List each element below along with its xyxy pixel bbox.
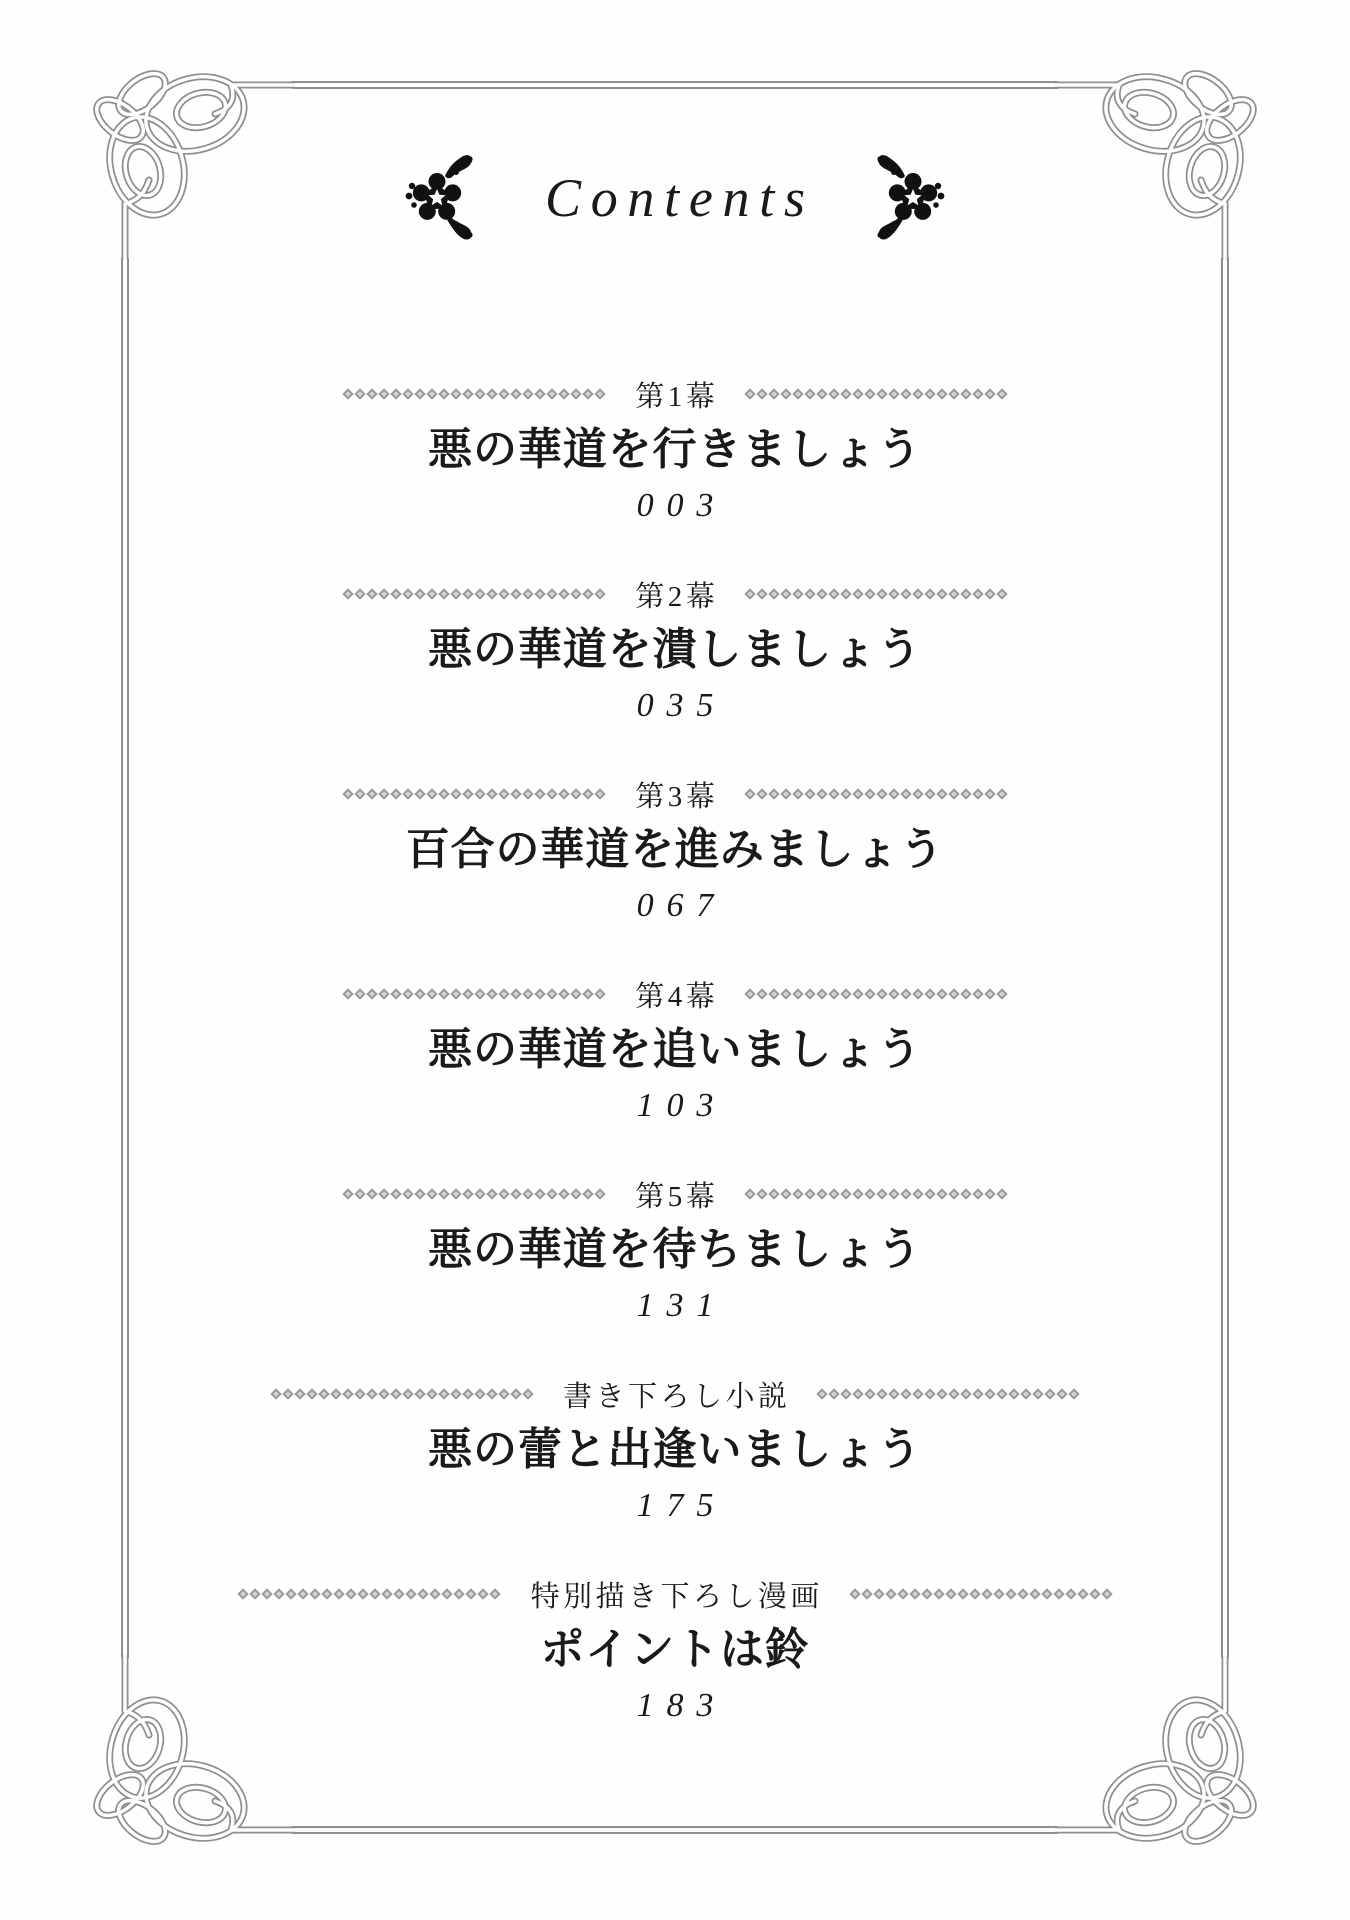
contents-header <box>0 140 1350 255</box>
toc-entry <box>0 1172 1350 1372</box>
toc-entry-title: 悪の華道を潰しましょう <box>428 625 922 674</box>
toc-entry-label: 第3幕 <box>635 780 719 813</box>
page-border-bottom <box>292 1826 1058 1834</box>
diamond-divider-left <box>237 1588 501 1600</box>
floral-ornament-icon <box>867 142 947 254</box>
toc-entry <box>0 772 1350 972</box>
toc-entry-label: 書き下ろし小説 <box>563 1380 791 1413</box>
diamond-divider-left <box>342 588 606 600</box>
diamond-divider-right <box>744 388 1008 400</box>
toc-entry-page-number: 183 <box>636 1687 727 1724</box>
toc-entry-label: 第5幕 <box>635 1180 719 1213</box>
toc-entry-title: ポイントは鈴 <box>540 1625 810 1674</box>
diamond-divider-left <box>342 788 606 800</box>
diamond-divider-left <box>270 1388 534 1400</box>
toc-entry <box>0 572 1350 772</box>
toc-entry <box>0 372 1350 572</box>
toc-entry-page-number: 003 <box>636 487 727 524</box>
diamond-divider-right <box>849 1588 1113 1600</box>
toc-entry-label: 第2幕 <box>635 580 719 613</box>
toc-entry <box>0 1572 1350 1772</box>
toc-entry-page-number: 103 <box>636 1087 727 1124</box>
toc-entry-label: 特別描き下ろし漫画 <box>530 1580 823 1613</box>
toc-entry-title: 百合の華道を進みましょう <box>405 825 945 874</box>
diamond-divider-right <box>744 1188 1008 1200</box>
toc-list <box>0 372 1350 1772</box>
toc-entry-page-number: 131 <box>636 1287 727 1324</box>
toc-entry-label: 第1幕 <box>635 380 719 413</box>
toc-entry-page-number: 067 <box>636 887 727 924</box>
diamond-divider-left <box>342 988 606 1000</box>
diamond-divider-left <box>342 1188 606 1200</box>
page-border-top <box>292 81 1058 89</box>
page-title: Contents <box>544 167 815 228</box>
toc-entry-label: 第4幕 <box>635 980 719 1013</box>
toc-entry-page-number: 175 <box>636 1487 727 1524</box>
toc-entry-page-number: 035 <box>636 687 727 724</box>
diamond-divider-right <box>744 988 1008 1000</box>
toc-entry-title: 悪の華道を追いましょう <box>428 1025 922 1074</box>
diamond-divider-right <box>744 588 1008 600</box>
diamond-divider-left <box>342 388 606 400</box>
toc-entry <box>0 972 1350 1172</box>
diamond-divider-right <box>816 1388 1080 1400</box>
floral-ornament-icon <box>403 142 483 254</box>
diamond-divider-right <box>744 788 1008 800</box>
toc-entry-title: 悪の華道を行きましょう <box>428 425 922 474</box>
toc-entry-title: 悪の華道を待ちましょう <box>428 1225 922 1274</box>
toc-entry <box>0 1372 1350 1572</box>
toc-entry-title: 悪の蕾と出逢いましょう <box>428 1425 922 1474</box>
